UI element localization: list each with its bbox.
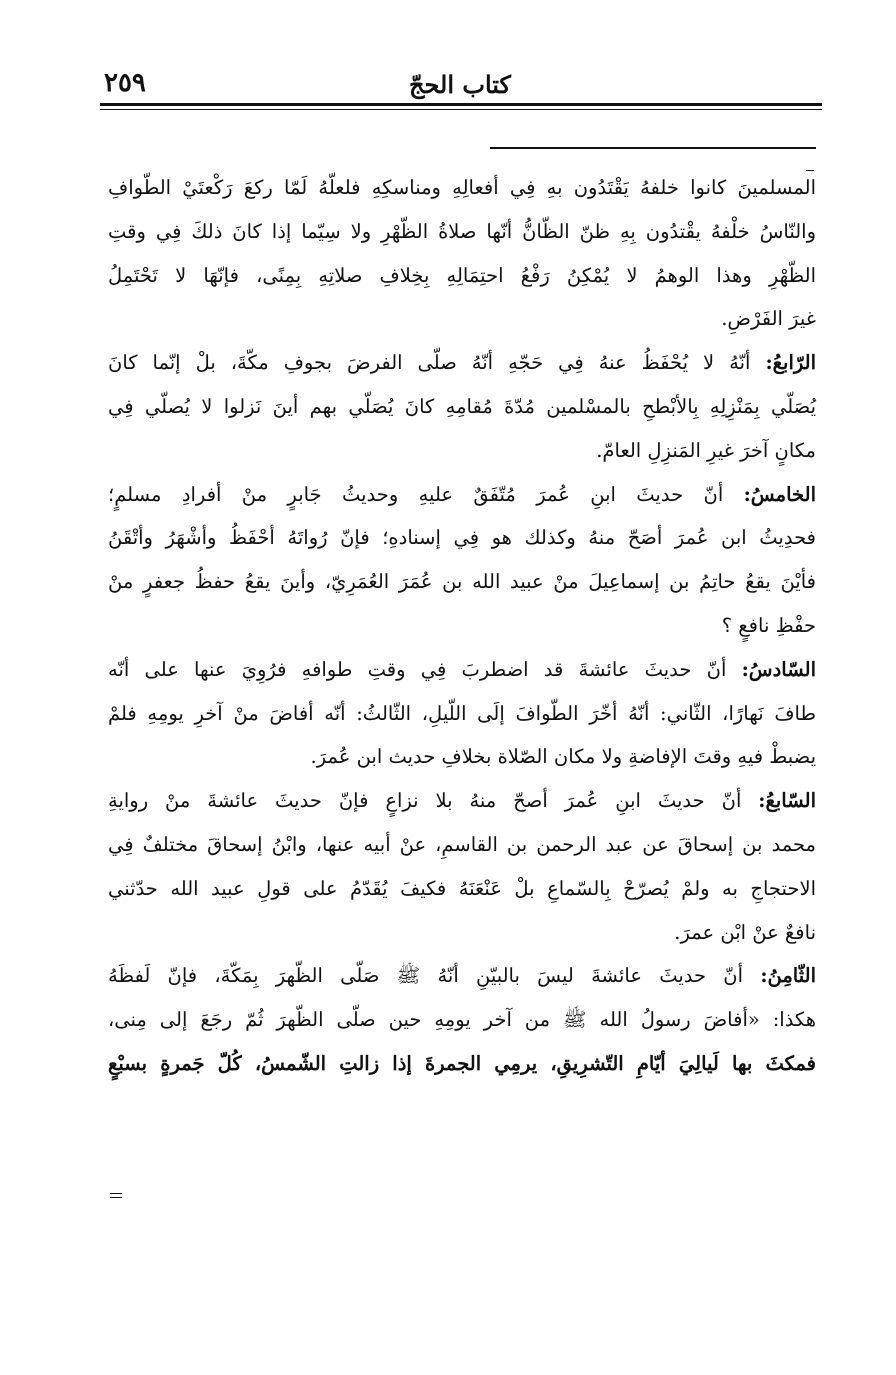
body-text (108, 166, 816, 1086)
page-header (100, 62, 820, 102)
header-rule (100, 103, 822, 106)
text-line: حفْظِ نافعٍ ؟ (721, 613, 816, 637)
paragraph-sixth (108, 648, 816, 779)
text-line: نافعٌ عنْ ابْن عمرَ. (674, 920, 816, 944)
page-number: ٢٥٩ (104, 68, 146, 98)
paragraph-seventh (108, 779, 816, 954)
text-line: يُصَلّي بِمَنْزِلِهِ بِالأبْطحِ بالمسْلمين مُدّةَ مُقامِهِ كانَ يُصَلّي بهم أينَ نَزلوا لا يُصلّي فِي (108, 394, 816, 418)
text-line: المسلمينَ كانوا خلفهُ يَقْتَدُون بهِ فِي أفعالِهِ ومناسكِهِ فلعلّهُ لَمّا ركعَ رَكْعتَيْ الطّوافِ (108, 176, 816, 199)
text-line: الرّابعُ: أنّهُ لا يُحْفَظُ عنهُ فِي حَجّهِ أنّهُ صلّى الفرضَ بجوفِ مكّةَ، بلْ إنّما كانَ (108, 351, 816, 375)
text-line: والنّاسُ خلْفهُ يقْتدُون بِهِ ظنّ الظّانُّ أنّها صلاةُ الظّهْرِ ولا سِيّما إذا كانَ ذلكَ فِي وقتِ (108, 219, 816, 243)
text-line: الظّهْرِ وهذا الوهمُ لا يُمْكِنُ رَفْعُ احتِمَالِهِ بِخِلافِ صلاتِهِ بِمِنًى، فإنّهَا لا تَحْتَمِلُ (108, 263, 816, 287)
text-line: فأيْنَ يقعُ حاتِمُ بن إسماعِيلَ منْ عبيد الله بن عُمَرَ العُمَرِيّ، وأينَ يقعُ حفظُ جعفرٍ منْ (108, 570, 816, 594)
text-line: الاحتجاجِ به ولمْ يُصرّحْ بِالسّماعِ بلْ عَنْعَنَهُ فكيفَ يُقَدّمُ على قولِ عبيد الله حدّثني (108, 876, 816, 900)
text-line: السّابعُ: أنّ حديثَ ابنِ عُمرَ أصحّ منهُ بلا نزاعٍ فإنّ حديثَ عائشةَ منْ روايةِ (108, 789, 816, 813)
paragraph-label: الرّابعُ: (765, 351, 816, 375)
paragraph-label: السّادسُ: (741, 657, 816, 681)
footnote-separator (490, 147, 816, 149)
paragraph-intro (108, 166, 816, 341)
text-line: غيرَ الفَرْضِ. (721, 307, 816, 331)
text-line: مكانٍ آخرَ غيرِ المَنزِلِ العامّ. (596, 438, 816, 462)
text-line: يضبطْ فيهِ وقتَ الإفاضةِ ولا مكان الصّلاة بخلافِ حديث ابن عُمرَ. (310, 745, 816, 769)
text-line: محمد بن إسحاقَ عن عبد الرحمن بن القاسمِ، عنْ أبيه عنها، وابْنُ إسحاقَ مختلفٌ فِي (108, 832, 816, 856)
text-line: الثّامِنُ: أنّ حديثَ عائشةَ ليسَ بالبيّنِ أنّهُ ﷺ صَلّى الظّهرَ بِمَكّةَ، فإنّ لَفظَهُ (108, 964, 816, 988)
paragraph-fifth (108, 473, 816, 648)
page-title: كتاب الحجّ (409, 70, 511, 99)
paragraph-label: السّابعُ: (758, 789, 816, 813)
text-line: الخامسُ: أنّ حديثَ ابنِ عُمرَ مُتّفَقٌ عليهِ وحديثُ جَابرٍ منْ أفرادِ مسلمٍ؛ (108, 482, 816, 506)
paragraph-label: الخامسُ: (743, 482, 816, 506)
text-line: فمكثَ بها لَيالِيَ أيّامِ التّشرِيقِ، يرمِي الجمرةَ إذا زالتِ الشّمسُ، كُلّ جَمرةٍ بسبْعٍ (108, 1051, 816, 1075)
paragraph-eighth (108, 954, 816, 1085)
paragraph-fourth (108, 341, 816, 472)
text-line: طافَ نَهارًا، الثّاني: أنّهُ أخّرَ الطّوافَ إلَى اللّيلِ، الثّالثُ: أنّه أفاضَ منْ آخرِ يومِهِ فلمْ (108, 701, 816, 725)
paragraph-label: الثّامِنُ: (760, 964, 816, 988)
text-line: هكذا: «أفاضَ رسولُ الله ﷺ من آخر يومِهِ حين صلّى الظّهرَ ثُمّ رجَعَ إلى مِنى، (108, 1008, 816, 1032)
continuation-mark-bottom (110, 1193, 122, 1198)
header-rule-thin (100, 109, 822, 110)
text-line: السّادسُ: أنّ حديثَ عائشةَ قد اضطربَ فِي وقتِ طوافهِ فرُوِيَ عنها على أنّه (108, 657, 816, 681)
text-line: فحدِيثُ ابن عُمرَ أصَحّ منهُ وكذلك هو فِي إسنادهِ؛ فإنّ رُواتَهُ أحْفَظُ وأشْهَرُ وأتْقَنُ (108, 526, 816, 550)
